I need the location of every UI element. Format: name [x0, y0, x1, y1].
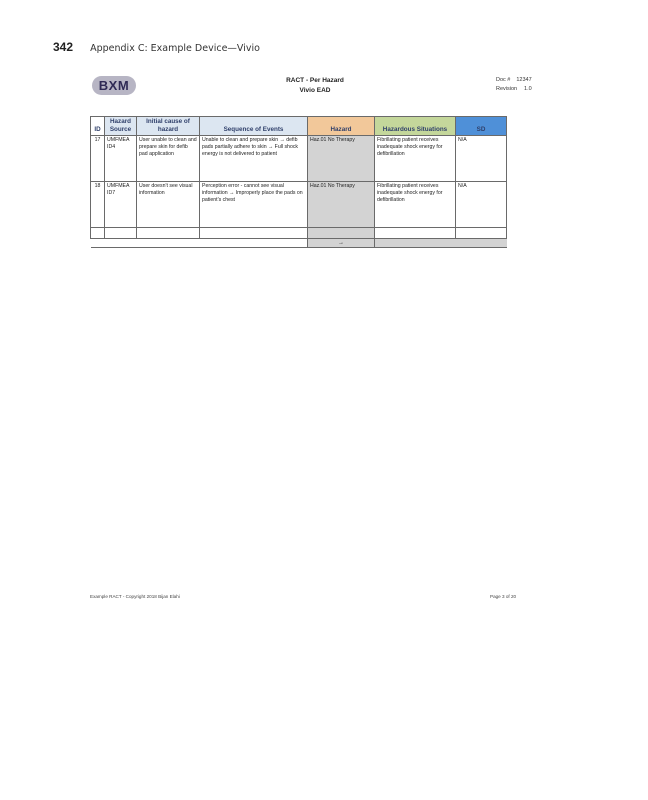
cell-sequence: Perception error - cannot see visual information → Improperly place the pads on patient's chest [200, 182, 308, 228]
cell-id: 18 [91, 182, 105, 228]
header-hazard-source: Hazard Source [105, 117, 137, 136]
doc-number: 12347 [516, 77, 532, 83]
document-title [260, 76, 370, 96]
bxm-logo: BXM [92, 76, 136, 95]
cell-hazard: Haz.01 No Therapy [308, 182, 375, 228]
document-meta [496, 76, 532, 94]
spacer-row [91, 228, 507, 239]
table-header-row [91, 117, 507, 136]
cell-hazard: Haz.01 No Therapy [308, 136, 375, 182]
cell-situation: Fibrillating patient receives inadequate shock energy for defibrillation [375, 136, 456, 182]
ract-table [90, 116, 507, 248]
header-sd: SD [456, 117, 507, 136]
header-id: ID [91, 117, 105, 136]
cell-situation: Fibrillating patient receives inadequate shock energy for defibrillation [375, 182, 456, 228]
document-title-line2: Vivio EAD [299, 87, 331, 94]
cell-cause: User doesn't see visual information [137, 182, 200, 228]
doc-label: Doc # [496, 77, 511, 83]
running-head-title: Appendix C: Example Device—Vivio [90, 43, 260, 54]
header-sequence-of-events: Sequence of Events [200, 117, 308, 136]
cell-source: UMFMEA ID4 [105, 136, 137, 182]
scroll-row [91, 239, 507, 248]
cell-sd: N/A [456, 136, 507, 182]
cell-source: UMFMEA ID7 [105, 182, 137, 228]
header-hazardous-situations: Hazardous Situations [375, 117, 456, 136]
cell-cause: User unable to clean and prepare skin for defib pad application [137, 136, 200, 182]
table-row [91, 182, 507, 228]
footer-copyright: Example RACT - Copyright 2018 Bijan Elahi [90, 594, 180, 599]
header-initial-cause: Initial cause of hazard [137, 117, 200, 136]
footer-page: Page 3 of 20 [490, 594, 517, 599]
cell-sequence: Unable to clean and prepare skin → defib pads partially adhere to skin → Full shock energy is not delivered to patient [200, 136, 308, 182]
table-row [91, 136, 507, 182]
revision-label: Revision [496, 86, 518, 92]
running-head [53, 40, 260, 54]
document-title-line1: RACT - Per Hazard [286, 77, 344, 84]
header-hazard: Hazard [308, 117, 375, 136]
revision-number: 1.0 [524, 86, 532, 92]
cell-sd: N/A [456, 182, 507, 228]
page-number: 342 [53, 40, 74, 54]
cell-id: 17 [91, 136, 105, 182]
right-arrow-icon: → [308, 239, 375, 248]
